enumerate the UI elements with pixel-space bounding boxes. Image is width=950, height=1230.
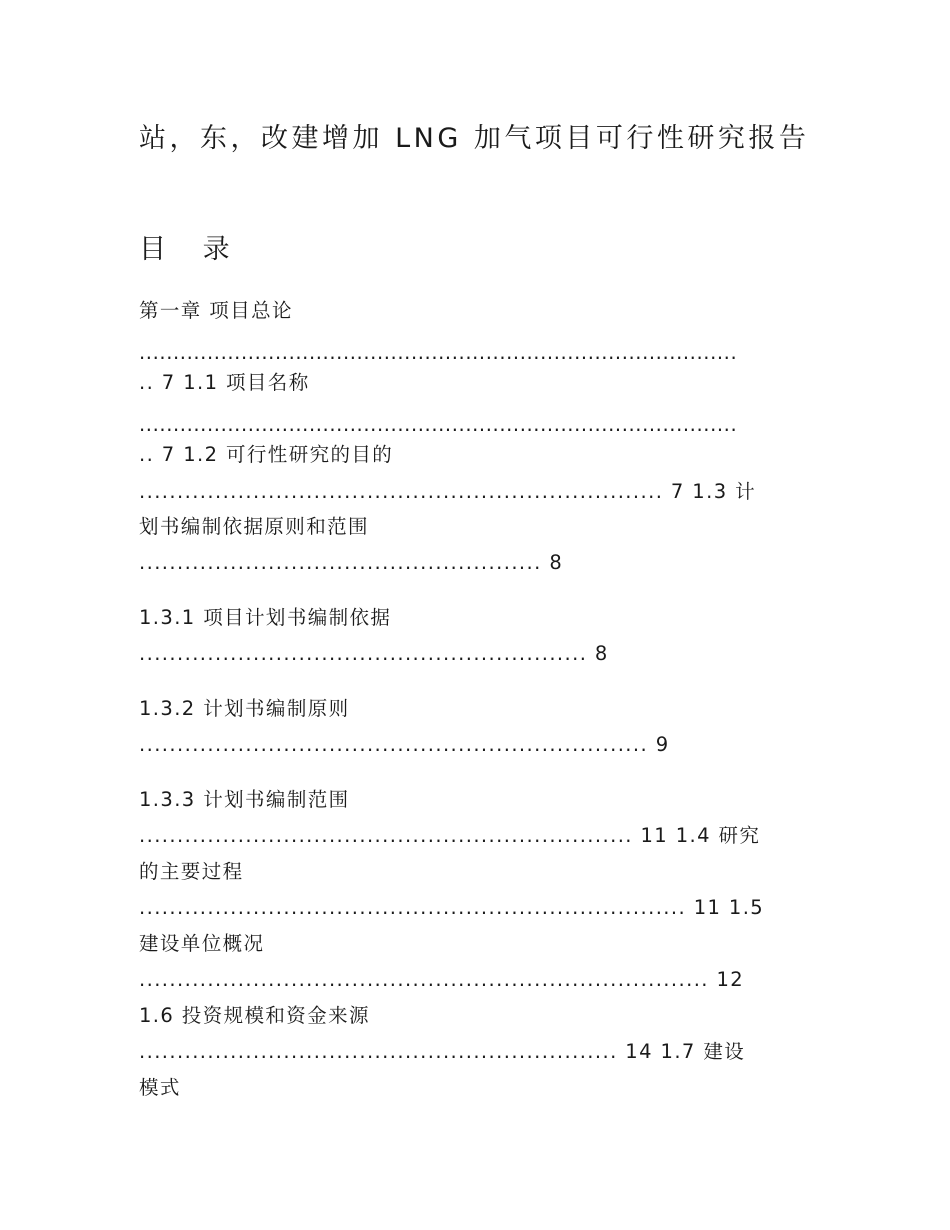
toc-entry-1-7-leader: ............................................................... 14 1.7 建设 bbox=[139, 1040, 746, 1063]
toc-entry-1-2: .. 7 1.2 可行性研究的目的 bbox=[139, 443, 394, 466]
toc-entry-1-3-2-page: ................................................................... 9 bbox=[139, 733, 670, 756]
toc-entry-1-4-leader: ................................................................. 11 1.4 研究 bbox=[139, 824, 761, 847]
toc-entry-1-1: .. 7 1.1 项目名称 bbox=[139, 371, 310, 394]
toc-chapter-1: 第一章 项目总论 bbox=[139, 299, 293, 322]
toc-entry-1-6: 1.6 投资规模和资金来源 bbox=[139, 1004, 370, 1027]
toc-entry-1-3-page: ..................................................... 8 bbox=[139, 551, 564, 574]
toc-entry-1-3-1-page: ........................................................... 8 bbox=[139, 642, 609, 665]
toc-entry-1-3-1: 1.3.1 项目计划书编制依据 bbox=[139, 606, 392, 629]
toc-entry-1-5-leader: ........................................................................ 11 1.5 bbox=[139, 896, 765, 919]
toc-entry-1-5-page: ........................................................................... 12 bbox=[139, 968, 745, 991]
toc-entry-1-4: 的主要过程 bbox=[139, 860, 244, 883]
toc-heading: 目 录 bbox=[139, 234, 244, 265]
document-title: 站，东，改建增加 LNG 加气项目可行性研究报告 bbox=[139, 123, 810, 154]
toc-entry-1-3-2: 1.3.2 计划书编制原则 bbox=[139, 697, 350, 720]
toc-entry-1-3-3: 1.3.3 计划书编制范围 bbox=[139, 788, 350, 811]
toc-leader: ........................................................................................ bbox=[139, 341, 738, 364]
toc-entry-1-5: 建设单位概况 bbox=[139, 932, 265, 955]
toc-leader: ........................................................................................ bbox=[139, 413, 738, 436]
toc-entry-1-3-leader: ..................................................................... 7 1.3 计 bbox=[139, 480, 757, 503]
toc-entry-1-7: 模式 bbox=[139, 1076, 181, 1099]
toc-entry-1-3: 划书编制依据原则和范围 bbox=[139, 515, 369, 538]
